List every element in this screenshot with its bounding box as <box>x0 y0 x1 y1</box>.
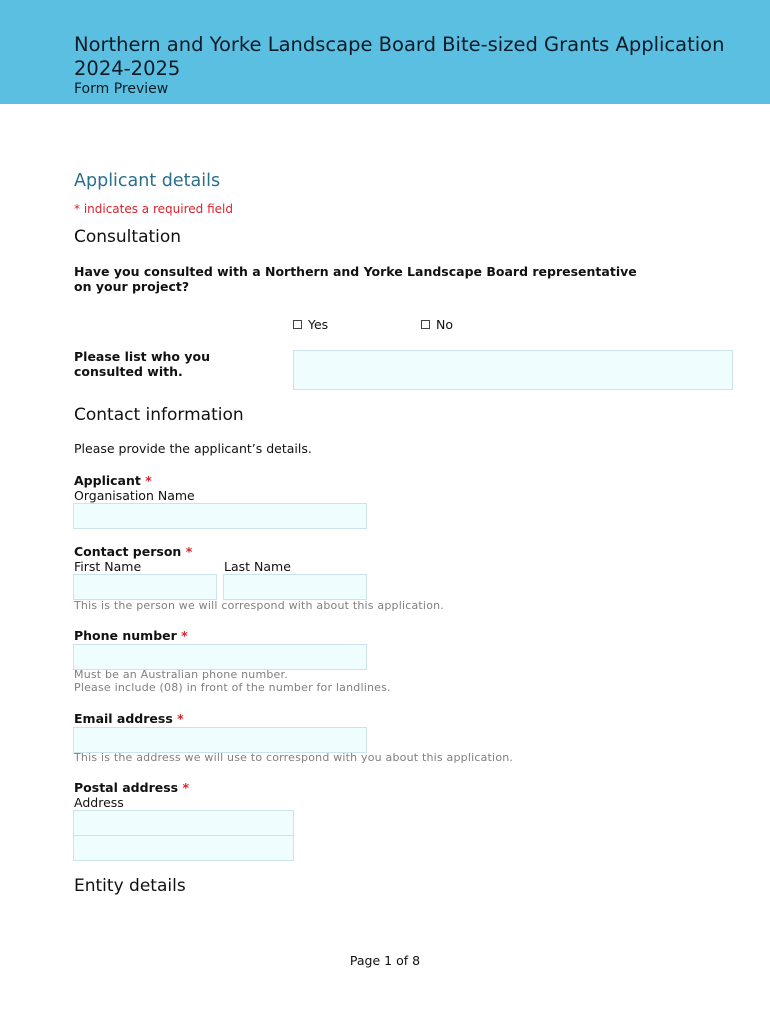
yes-checkbox[interactable] <box>293 320 302 329</box>
required-field-note: * indicates a required field <box>74 202 233 216</box>
consulted-with-field[interactable] <box>293 350 733 390</box>
phone-help-line2: Please include (08) in front of the number for landlines. <box>74 681 391 694</box>
phone-label-text: Phone number <box>74 628 177 643</box>
phone-help <box>74 668 391 694</box>
no-label: No <box>436 317 453 332</box>
address-line2-input[interactable] <box>73 835 294 861</box>
option-yes[interactable] <box>293 317 328 332</box>
organisation-name-input[interactable] <box>73 503 367 529</box>
yes-label: Yes <box>308 317 329 332</box>
required-star: * <box>182 780 189 795</box>
applicant-label <box>74 473 152 488</box>
email-input[interactable] <box>73 727 367 753</box>
required-star: * <box>181 628 188 643</box>
address-line1-input[interactable] <box>73 810 294 836</box>
applicant-label-text: Applicant <box>74 473 141 488</box>
organisation-name-label: Organisation Name <box>74 488 195 503</box>
consultation-heading: Consultation <box>74 227 182 247</box>
postal-address-label-text: Postal address <box>74 780 179 795</box>
contact-person-help: This is the person we will correspond with about this application. <box>74 599 444 612</box>
last-name-label: Last Name <box>224 559 291 574</box>
phone-input[interactable] <box>73 644 367 670</box>
form-title <box>74 33 770 81</box>
email-label <box>74 711 184 726</box>
consulted-with-label-line1: Please list who you <box>74 349 210 364</box>
form-header <box>0 0 770 104</box>
email-label-text: Email address <box>74 711 173 726</box>
phone-help-line1: Must be an Australian phone number. <box>74 668 288 681</box>
form-subtitle: Form Preview <box>74 81 169 97</box>
last-name-input[interactable] <box>223 574 367 600</box>
contact-person-label <box>74 544 192 559</box>
form-title-line1: Northern and Yorke Landscape Board Bite-sized Grants Application <box>74 33 725 56</box>
entity-heading: Entity details <box>74 876 186 896</box>
required-star: * <box>177 711 184 726</box>
page-number: Page 1 of 8 <box>349 953 421 968</box>
phone-label <box>74 628 188 643</box>
contact-intro: Please provide the applicant’s details. <box>74 441 312 456</box>
consultation-question <box>74 264 637 294</box>
postal-address-label <box>74 780 189 795</box>
option-no[interactable] <box>421 317 453 332</box>
form-title-line2: 2024-2025 <box>74 57 181 80</box>
address-sublabel: Address <box>74 795 124 810</box>
section-title: Applicant details <box>74 171 221 191</box>
required-star: * <box>185 544 193 559</box>
contact-heading: Contact information <box>74 405 244 425</box>
email-help: This is the address we will use to correspond with you about this application. <box>74 751 514 764</box>
consulted-with-label <box>74 349 210 379</box>
required-star: * <box>145 473 152 488</box>
consulted-with-label-line2: consulted with. <box>74 364 183 379</box>
consultation-question-line2: on your project? <box>74 279 190 294</box>
first-name-input[interactable] <box>73 574 217 600</box>
consultation-question-line1: Have you consulted with a Northern and Yorke Landscape Board representative <box>74 264 637 279</box>
first-name-label: First Name <box>74 559 142 574</box>
no-checkbox[interactable] <box>421 320 430 329</box>
contact-person-label-text: Contact person <box>74 544 182 559</box>
